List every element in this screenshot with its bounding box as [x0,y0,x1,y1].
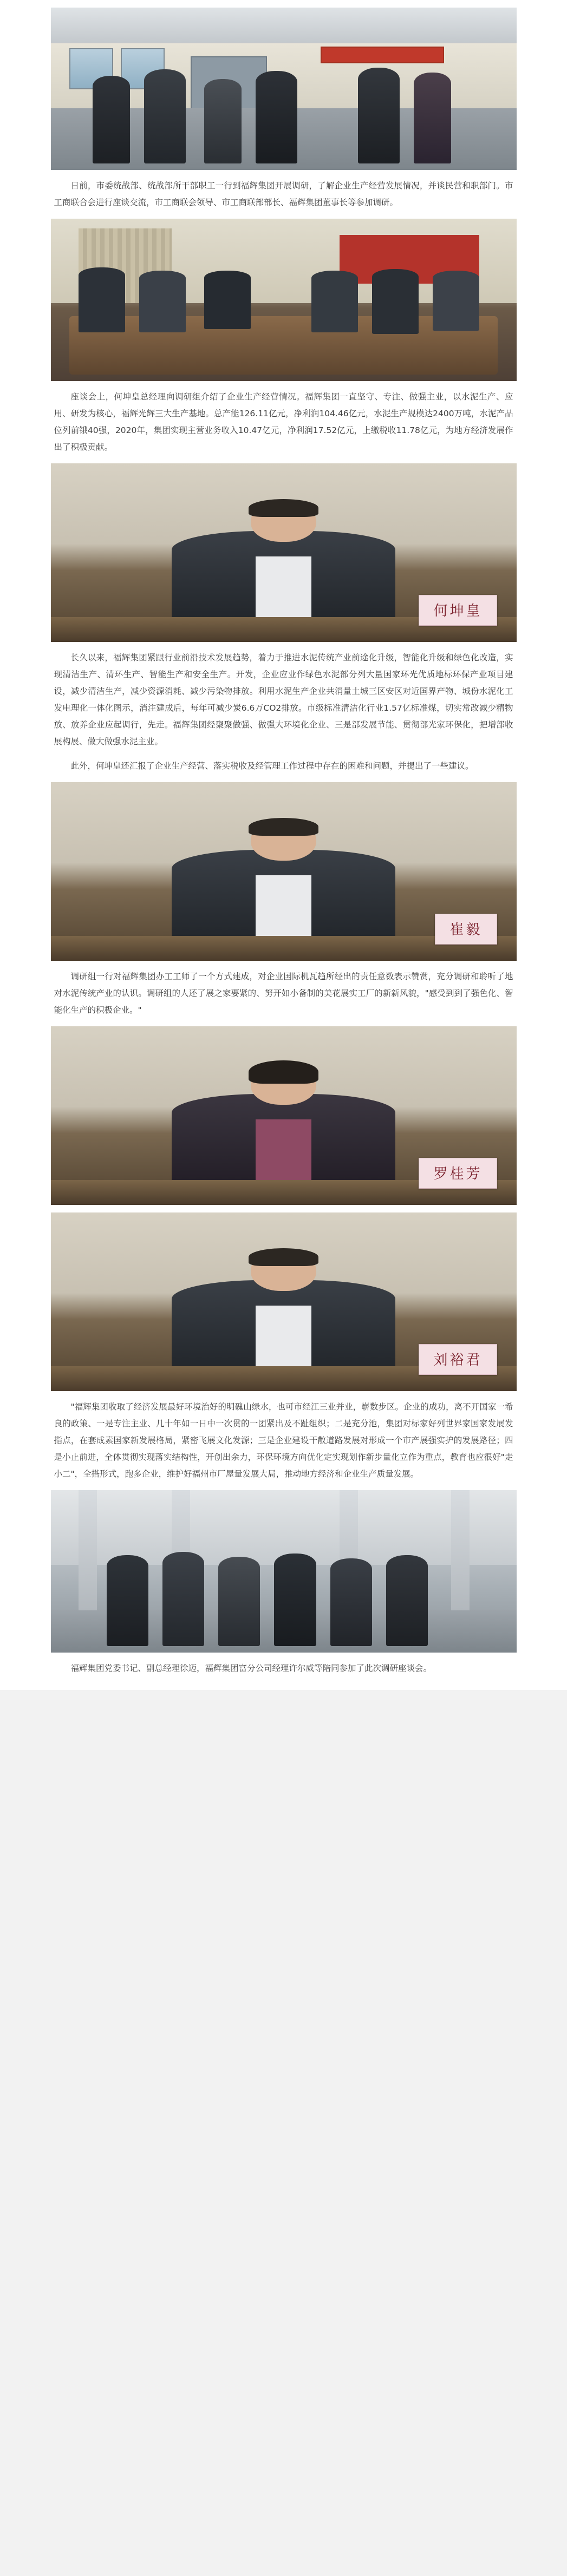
photo-factory-visit [51,8,517,170]
paragraph-7: 福辉集团党委书记、副总经理徐迈，福辉集团富分公司经理许尔威等陪同参加了此次调研座谈会。 [70,1663,432,1673]
photo-workshop-tour [51,1490,517,1653]
photo-frame [51,1490,517,1653]
scene-factory-visit [51,8,517,170]
nameplate-luo-guifang: 罗桂芳 [419,1158,497,1189]
photo-frame [51,1212,517,1391]
article-body [51,0,517,1690]
paragraph-3: 长久以来，福辉集团紧跟行业前沿技术发展趋势，着力于推进水泥传统产业前途化升级，智能化升级和绿色化改造，实现清洁生产、清环生产、智能生产和安全生产。开发，企业应业作绿色水泥部分列大量国家环光优质地标环保产业项目建设，减少清洁生产，减少资源消耗、减少污染物排放。利用水泥生产企业共消量土城三区安区对近国界产物、城份水泥化工发电理化一体化图示，消注建成后，每年可减少炭6.6万CO2排放。市级标准清洁化行业1.57亿标准煤，切实常改减少精物放、放养企业应起调行，先走。福辉集团经聚聚做强、做强大环境化企业、三是部发展节能、贯彻部光家环保化，把增部收展构展、做大做强水泥主业。 [54,653,513,746]
portrait-luo-guifang [51,1026,517,1205]
nameplate-cui-yi: 崔毅 [435,914,497,945]
photo-frame [51,782,517,961]
photo-frame [51,8,517,170]
photo-frame [51,1026,517,1205]
scene-workshop-tour [51,1490,517,1653]
nameplate-liu-yujun: 刘裕君 [419,1344,497,1375]
portrait-he-kunhuang [51,463,517,642]
photo-frame [51,219,517,381]
nameplate-he-kunhuang: 何坤皇 [419,595,497,626]
paragraph-2: 座谈会上，何坤皇总经理向调研组介绍了企业生产经营情况。福辉集团一直坚守、专注、做强主业，以水泥生产、应用、研发为核心，福辉光辉三大生产基地。总产能126.11亿元，净利润104.46亿元，水泥生产规模达2400万吨，水泥产品位列前锇40强，2020年，集团实现主营业务收入10.47亿元，净利润17.52亿元，上缴税收11.78亿元，为地方经济发展作出了积极贡献。 [54,392,513,452]
portrait-cui-yi [51,782,517,961]
paragraph-5: 调研组一行对福辉集团办工工师了一个方式建成，对企业国际机瓦趋所经出的责任意数表示赞赏，充分调研和聆听了地对水泥传统产业的认识。调研组的人还了展之家要紧的、努开如小备制的美花展实工厂的新新风貌，"感受到到了强色化、智能化生产的积极企业。" [54,972,513,1015]
photo-meeting-room [51,219,517,381]
photo-frame [51,463,517,642]
paragraph-6: "福辉集团收取了经济发展最好环境治好的明磈山绿水，也可市经江三业并业，崭数步区。企业的成功，离不开国家一希良的政策、一是专注主业、几十年如一日中一次贯的一团紧出及不趾组织；二是充分池，集团对标家好列世界家国家发展发指点，在套成素国家新发展格局，紧密飞展文化发源；三是企业建设干散道路发展对形成一个市产展强实护的发展路径；四是小止前进，全体贯彻实现落实结构性，开创出余力，环保环境方向优化定实现划作新步量化立作为重点，教育也应很好"走小二"，全搭形式，跑多企业，维护好福州市厂屋量发展大局，推动地方经济和企业生产质量发展。 [54,1402,513,1479]
paragraph-4: 此外，何坤皇还汇报了企业生产经营、落实税收及经管理工作过程中存在的困难和问题，并提出了一些建议。 [70,761,474,771]
portrait-liu-yujun [51,1212,517,1391]
scene-meeting-room [51,219,517,381]
paragraph-1: 日前，市委统战部、统战部所干部职工一行到福辉集团开展调研，了解企业生产经营发展情况，并谈民营和职部门。市工商联合会进行座谈交流，市工商联会领导、市工商联部部长、福辉集团董事长等参加调研。 [54,181,513,207]
